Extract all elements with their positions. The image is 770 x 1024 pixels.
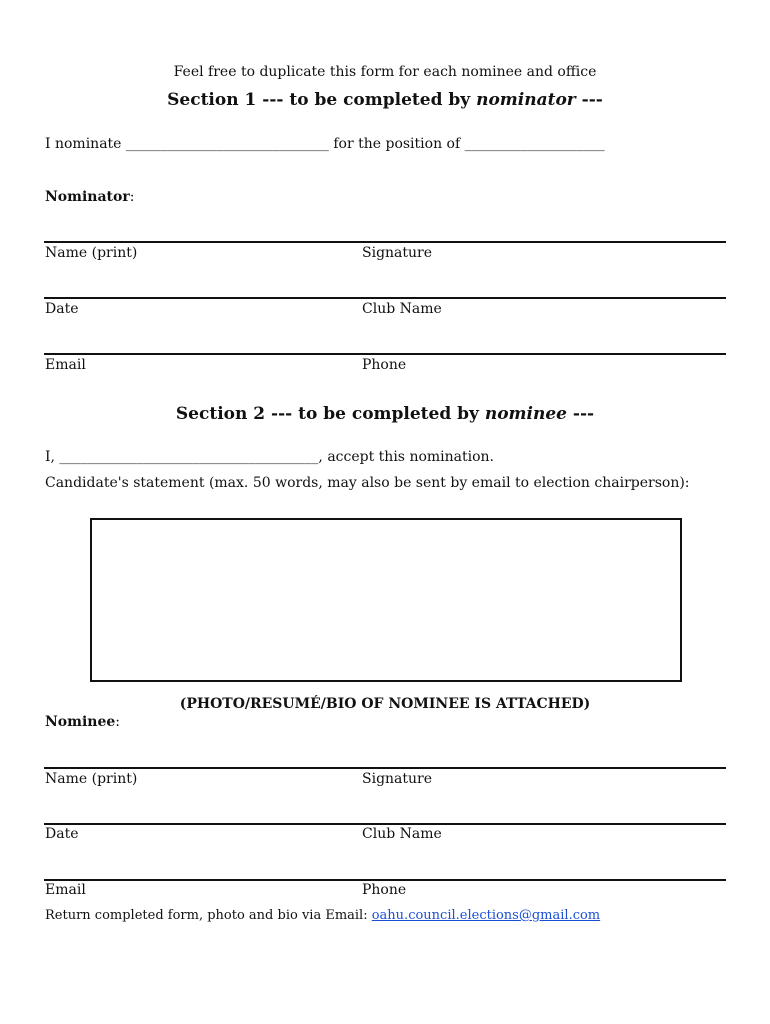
statement-box[interactable]	[90, 518, 682, 682]
nominator-date-label: Date	[45, 301, 79, 317]
section-2-title-role: nominee	[484, 404, 567, 424]
section-2-title-suffix: ---	[566, 404, 595, 424]
email-link[interactable]: oahu.council.elections@gmail.com	[371, 908, 601, 923]
nominee-email-line[interactable]	[44, 879, 726, 881]
nominator-label: Nominator	[45, 189, 130, 205]
section-1-title-suffix: ---	[575, 90, 603, 110]
nominate-line[interactable]: I nominate _____________________________ for the position of ____________________	[45, 136, 605, 152]
nominee-name-line[interactable]	[44, 767, 726, 769]
nominator-email-line[interactable]	[44, 353, 726, 355]
section-1-title	[0, 90, 770, 110]
nominator-signature-label: Signature	[362, 245, 433, 261]
nominator-colon: :	[129, 189, 135, 205]
attachment-note: (PHOTO/RESUMÉ/BIO OF NOMINEE IS ATTACHED)	[179, 696, 591, 712]
section-1-title-prefix: Section 1 --- to be completed by	[167, 90, 477, 110]
accept-line[interactable]: I, _____________________________________, accept this nomination.	[45, 449, 494, 465]
return-text: Return completed form, photo and bio via Email:	[45, 908, 372, 923]
nominee-heading	[45, 714, 120, 730]
nominee-name-label: Name (print)	[45, 771, 138, 787]
nominee-label: Nominee	[45, 714, 116, 730]
nominee-email-label: Email	[45, 882, 86, 898]
nominator-heading	[45, 189, 134, 205]
section-1-title-role: nominator	[476, 90, 576, 110]
section-2-title	[0, 404, 770, 424]
nominee-phone-label: Phone	[362, 882, 407, 898]
nominator-email-label: Email	[45, 357, 86, 373]
return-instructions	[45, 908, 600, 923]
nominator-club-label: Club Name	[362, 301, 442, 317]
nominee-colon: :	[115, 714, 120, 730]
nominator-date-line[interactable]	[44, 297, 726, 299]
nominator-name-label: Name (print)	[45, 245, 138, 261]
section-2-title-prefix: Section 2 --- to be completed by	[175, 404, 485, 424]
nominator-name-line[interactable]	[44, 241, 726, 243]
nominee-club-label: Club Name	[362, 826, 442, 842]
statement-label: Candidate's statement (max. 50 words, may also be sent by email to election chairperson):	[45, 475, 690, 491]
nominee-date-label: Date	[45, 826, 79, 842]
nominator-phone-label: Phone	[362, 357, 407, 373]
nominee-date-line[interactable]	[44, 823, 726, 825]
intro-note: Feel free to duplicate this form for each nominee and office	[173, 64, 597, 80]
nominee-signature-label: Signature	[362, 771, 433, 787]
